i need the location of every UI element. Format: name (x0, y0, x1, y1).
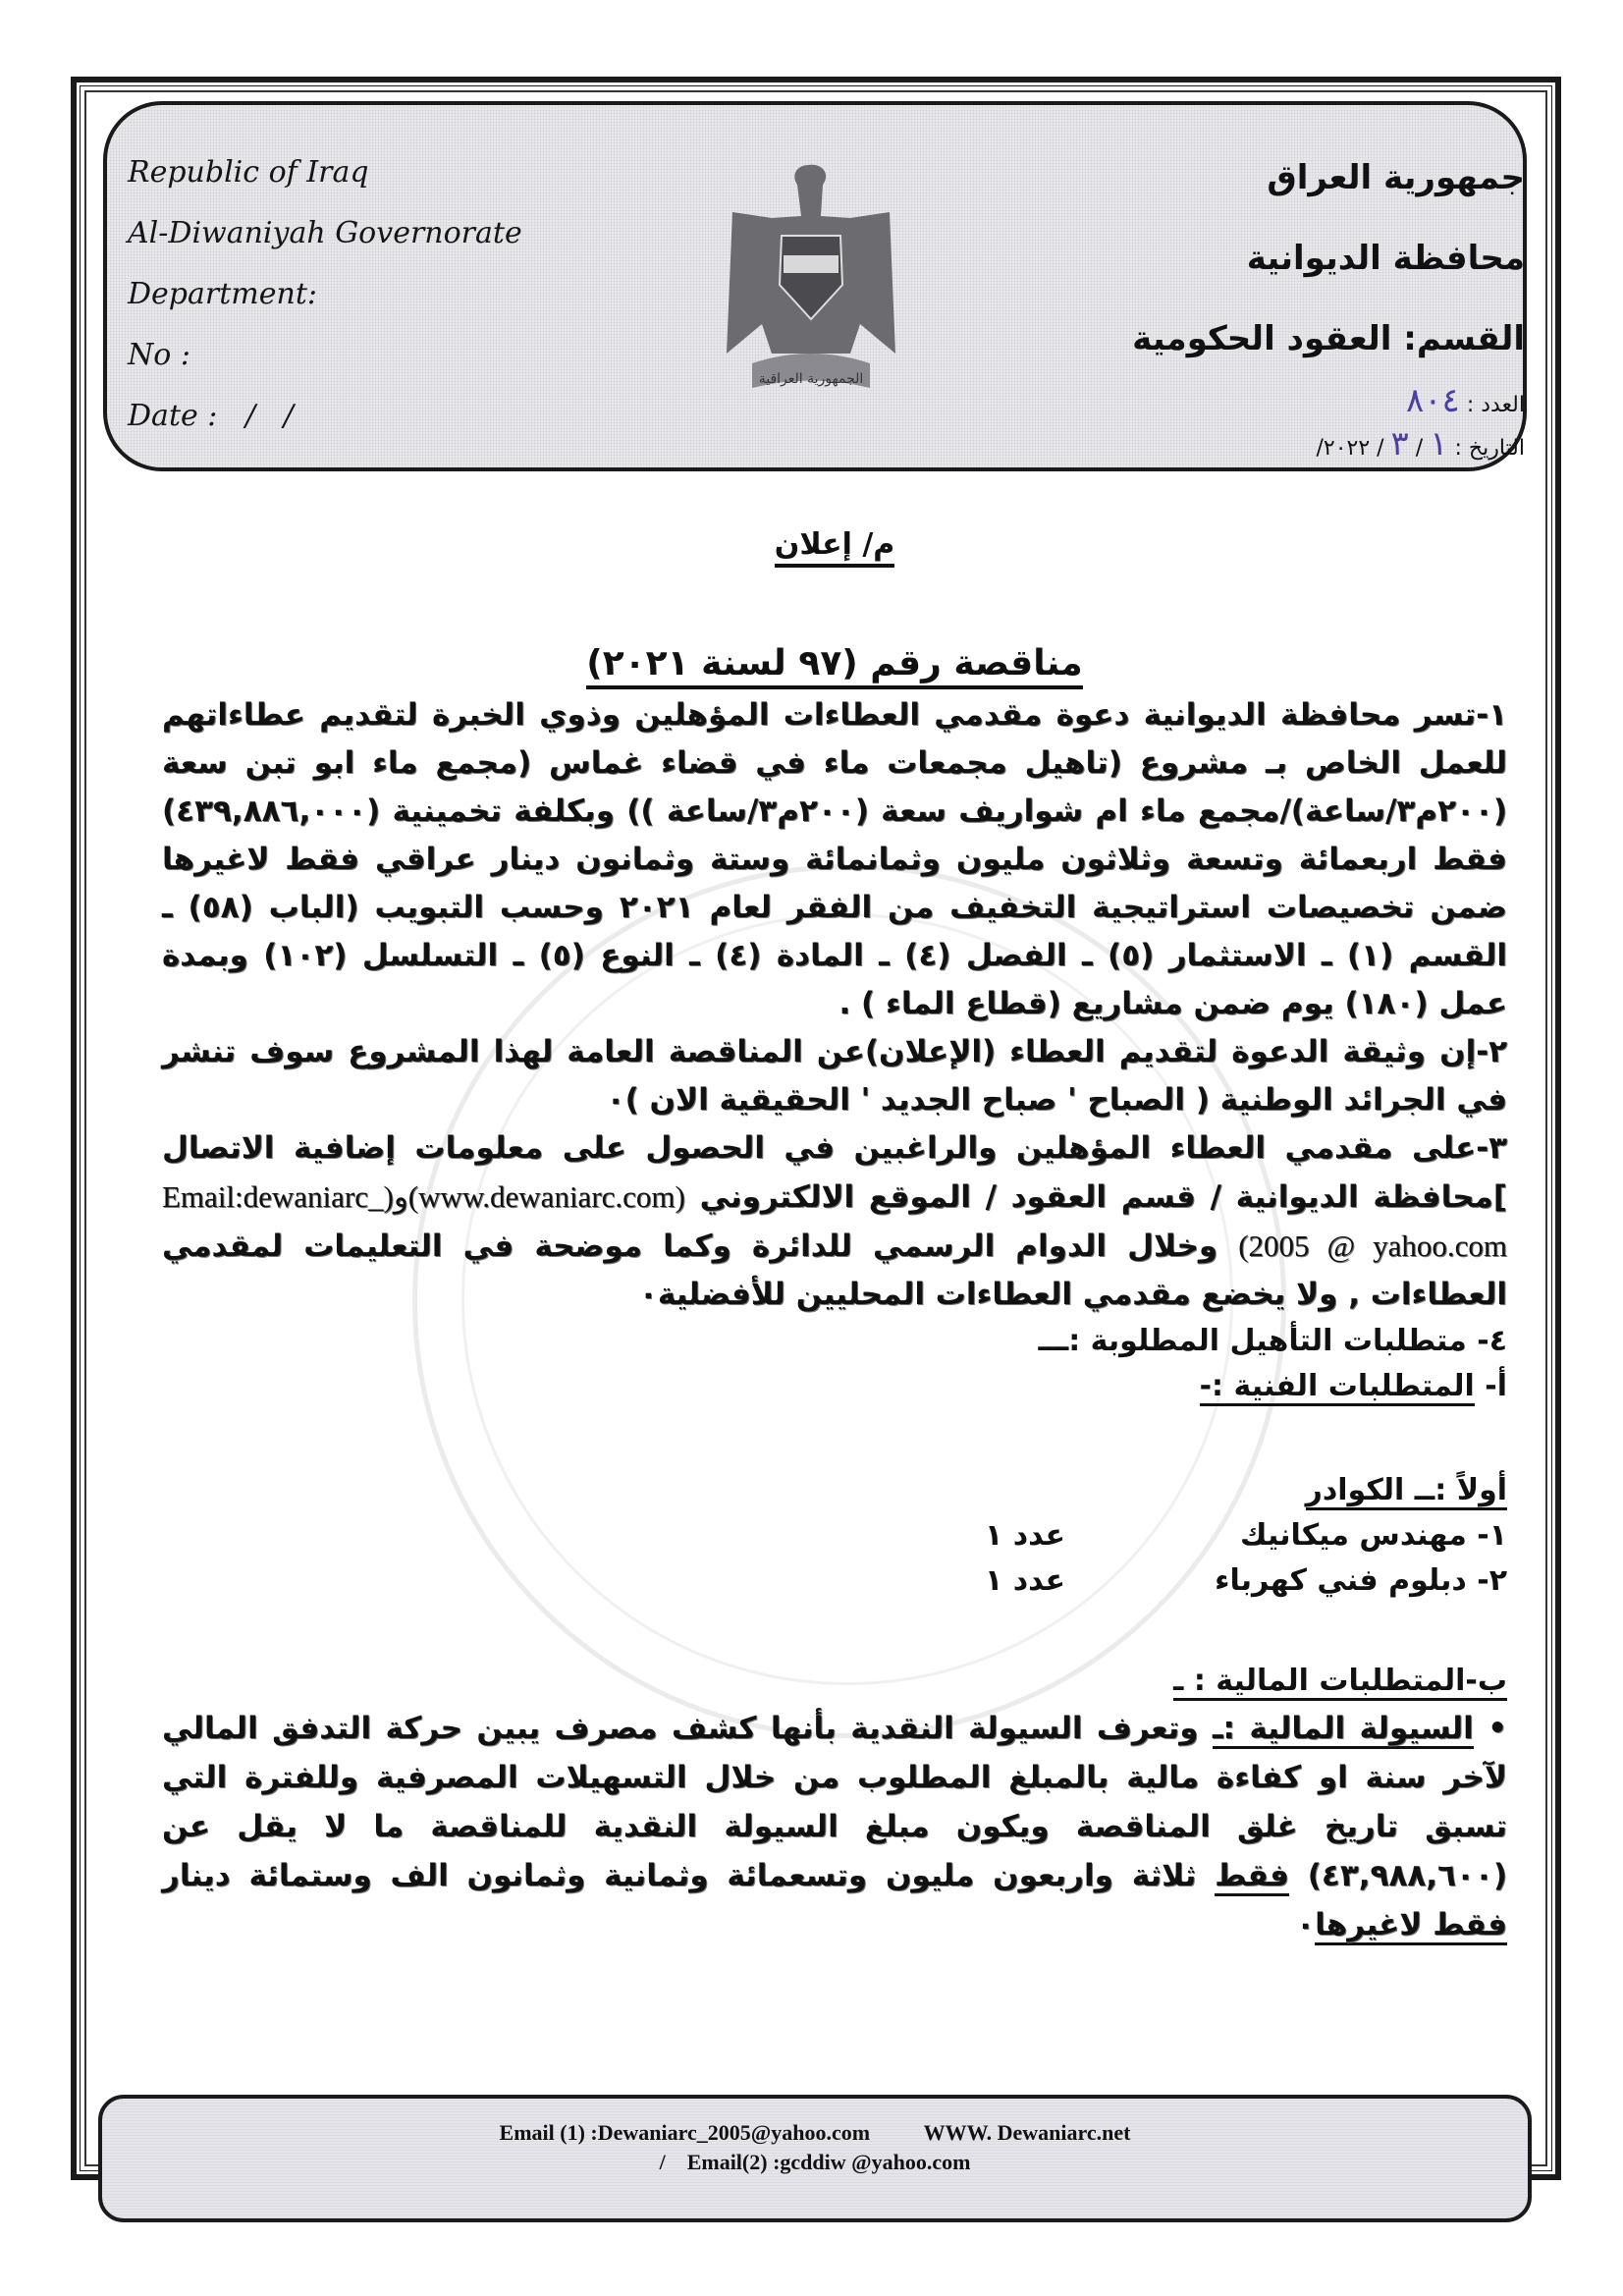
section-4b-heading: ب-المتطلبات المالية : ـ (162, 1659, 1507, 1704)
number-value: ٨٠٤ (1406, 381, 1460, 420)
section-4-heading: ٤- متطلبات التأهيل المطلوبة :ـــ (1038, 1324, 1507, 1358)
staff-item: ٢- دبلوم فني كهرباء عدد ١ (985, 1563, 1507, 1598)
date-row: التاريخ : ١ / ٣ / ٢٠٢٢/ (1316, 424, 1525, 464)
announcement-body (162, 511, 1507, 1949)
country-en: Republic of Iraq (128, 155, 369, 190)
date-day: ١ (1430, 424, 1448, 464)
number-row (1112, 379, 1525, 422)
date-month: ٣ (1390, 424, 1409, 464)
contact-links[interactable]: (www.dewaniarc.com)و(Email:dewaniarc_ 2005 @ yahoo.com) (162, 1179, 1507, 1263)
letterhead-english (128, 142, 522, 447)
announcement-title: م/ إعلان (162, 511, 1507, 579)
section-4a-heading: أ- المتطلبات الفنية :- (162, 1364, 1507, 1409)
project-name: (تاهيل مجمعات ماء في قضاء غماس (مجمع ماء ابو تبن سعة (٢٠٠م٣/ساعة)/مجمع ماء ام شواريف سعة (٢٠٠م٣/ساعة )) (162, 745, 1507, 829)
number-label-en: No : (128, 338, 190, 372)
country-ar: جمهورية العراق (1267, 158, 1525, 197)
number-label-ar: العدد : (1466, 393, 1525, 417)
staff-item: ١- مهندس ميكانيك عدد ١ (985, 1518, 1507, 1553)
sector: (قطاع الماء ) (861, 986, 1061, 1021)
bullet-icon: • (1473, 1711, 1508, 1746)
staff-heading: أولاً :ــ الكوادر (162, 1468, 1507, 1513)
governorate-en: Al-Diwaniyah Governorate (128, 216, 522, 250)
paragraph-3: ٣-على مقدمي العطاء المؤهلين والراغبين في الحصول على معلومات إضافية الاتصال ]محافظة الديوانية / قسم العقود / الموقع الالكتروني (www.dewaniarc.com)و(Email:dewaniarc_ 2005 @ yahoo.com) وخلال الدوام الرسمي للدائرة وكما موضحة في التعليمات لمقدمي العطاءات , ولا يخضع مقدمي العطاءات المحليين للأفضلية۰ (162, 1130, 1507, 1312)
date-year: / ٢٠٢٢/ (1316, 436, 1384, 461)
paragraph-1: ١-تسر محافظة الديوانية دعوة مقدمي العطاءات المؤهلين وذوي الخبرة لتقديم عطاءاتهم للعمل الخاص بـ مشروع (تاهيل مجمعات ماء في قضاء غماس (مجمع ماء ابو تبن سعة (٢٠٠م٣/ساعة)/مجمع ماء ام شواريف سعة (٢٠٠م٣/ساعة )) وبكلفة تخمينية (٤٣٩,٨٨٦,٠٠٠) فقط اربعمائة وتسعة وثلاثون مليون وثمانمائة وستة وثمانون دينار عراقي فقط لاغيرها ضمن تخصيصات استراتيجية التخفيف من الفقر لعام ٢٠٢١ وحسب التبويب (الباب (٥٨) ـ القسم (١) ـ الاستثمار (٥) ـ الفصل (٤) ـ المادة (٤) ـ النوع (٥) ـ التسلسل (١٠٢) وبمدة عمل (١٨٠) يوم ضمن مشاريع (قطاع الماء ) . (162, 697, 1508, 1021)
liquidity-paragraph: • السيولة المالية :ـ وتعرف السيولة النقدية بأنها كشف مصرف يبين حركة التدفق المالي لآخر سنة او كفاءة مالية بالمبلغ المطلوب من خلال التسهيلات المصرفية وللفترة التي تسبق تاريخ غلق المناقصة ويكون مبلغ السيولة النقدية للمناقصة ما لا يقل عن (٤٣,٩٨٨,٦٠٠) فقط ثلاثة واربعون مليون وتسعمائة وثمانية وثمانون الف وستمائة دينار فقط لاغيرها۰ (162, 1704, 1507, 1949)
department-label-en: Department: (128, 277, 317, 311)
department-ar: القسم: العقود الحكومية (1132, 319, 1525, 358)
letterhead-arabic (1112, 137, 1525, 465)
date-label-en: Date : / / (128, 399, 294, 433)
governorate-ar: محافظة الديوانية (1246, 239, 1525, 278)
cost-words: فقط اربعمائة وتسعة وثلاثون مليون وثمانمائة وستة وثمانون دينار عراقي فقط لاغيرها (162, 842, 1507, 877)
newspapers: ( الصباح ' صباح الجديد ' الحقيقية الان ) (624, 1082, 1210, 1118)
iraq-eagle-emblem-icon (713, 157, 909, 412)
emblem-caption: الجمهورية العراقية (758, 371, 864, 387)
footer-contact-box (98, 2095, 1532, 2222)
date-label-ar: التاريخ : (1454, 436, 1525, 461)
paragraph-2: ٢-إن وثيقة الدعوة لتقديم العطاء (الإعلان)عن المناقصة العامة لهذا المشروع سوف تنشر في الجرائد الوطنية ( الصباح ' صباح الجديد ' الحقيقية الان )۰ (162, 1034, 1507, 1118)
tender-title: مناقصة رقم (٩٧ لسنة ٢٠٢١) (162, 636, 1507, 691)
footer-email-1-website[interactable]: Email (1) :Dewaniarc_2005@yahoo.com WWW. Dewaniarc.net (499, 2120, 1131, 2145)
footer-email-2[interactable]: / Email(2) :gcddiw @yahoo.com (659, 2150, 971, 2174)
